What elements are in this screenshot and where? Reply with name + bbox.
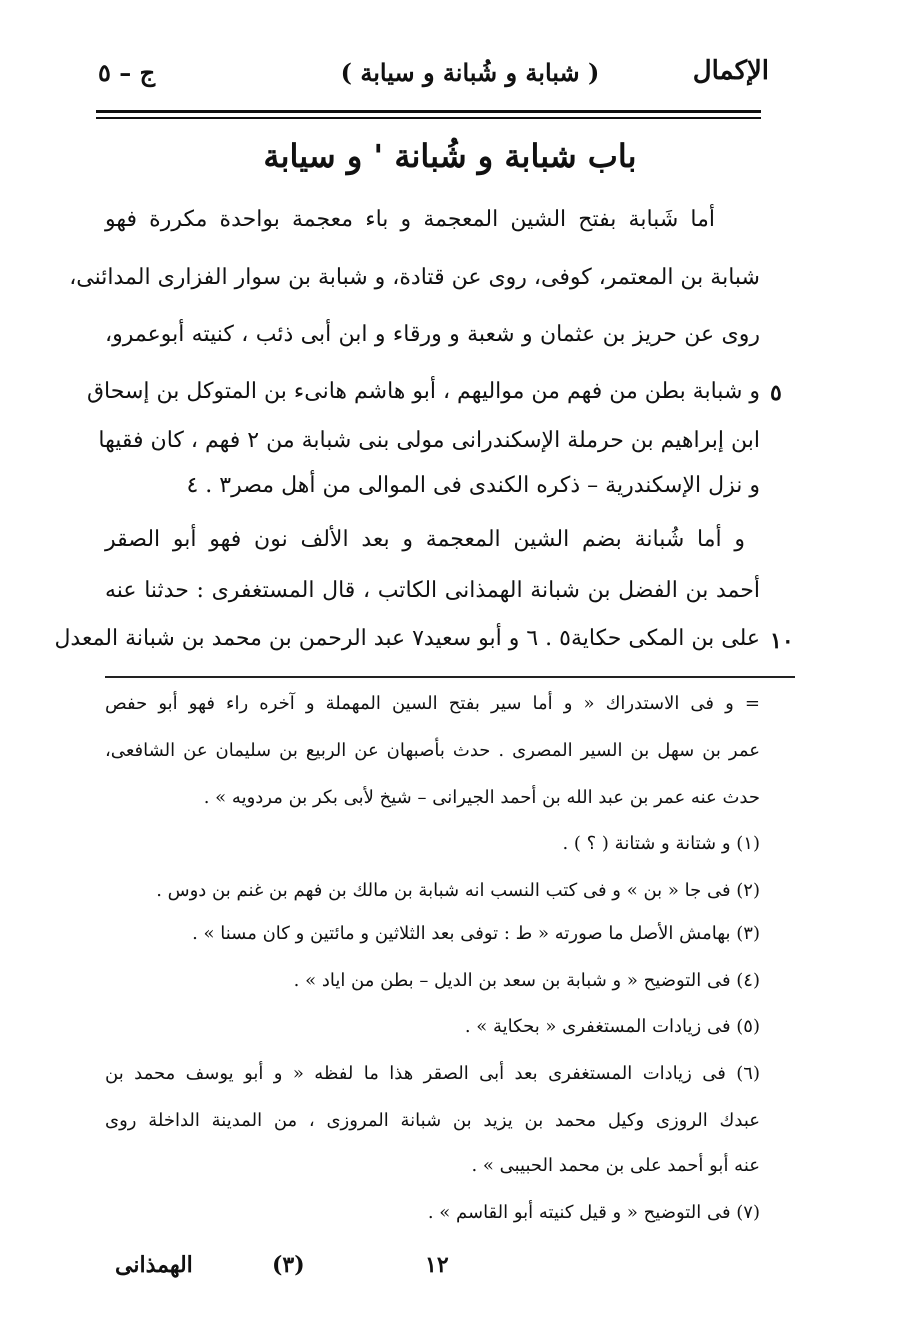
body-line: أحمد بن الفضل بن شبانة الهمذانى الكاتب ، قال المستغفرى : حدثنا عنه bbox=[105, 578, 760, 603]
body-line: و أما شُبانة بضم الشين المعجمة و بعد الألف نون فهو أبو الصقر bbox=[105, 527, 745, 552]
footnote-line: (٧) فى التوضيح « و قيل كنيته أبو القاسم » . bbox=[427, 1202, 760, 1223]
page-number: ١٢ bbox=[425, 1252, 449, 1278]
body-line: و نزل الإسكندرية – ذكره الكندى فى الموالى من أهل مصر٣ . ٤ bbox=[186, 473, 760, 498]
volume-label: ج – ٥ bbox=[98, 58, 156, 87]
footer-printer: الهمذانى bbox=[115, 1252, 193, 1278]
body-line: روى عن حريز بن عثمان و شعبة و ورقاء و ابن أبى ذئب ، كنيته أبوعمرو، bbox=[105, 322, 760, 347]
footnote-separator bbox=[105, 676, 795, 678]
footnote-line: (٦) فى زيادات المستغفرى بعد أبى الصقر هذا ما لفظه « و أبو يوسف محمد بن bbox=[105, 1063, 760, 1084]
footnote-line: (١) و شتانة و شتانة ( ؟ ) . bbox=[562, 833, 760, 854]
footnote-line: عنه أبو أحمد على بن محمد الحبيبى » . bbox=[471, 1155, 760, 1176]
body-line: شبابة بن المعتمر، كوفى، روى عن قتادة، و شبابة بن سوار الفزارى المدائنى، bbox=[69, 265, 760, 290]
body-line: ابن إبراهيم بن حرملة الإسكندرانى مولى بنى شبابة من ٢ فهم ، كان فقيها bbox=[98, 428, 760, 453]
body-line: على بن المكى حكاية٥ . ٦ و أبو سعيد٧ عبد الرحمن بن محمد بن شبانة المعدل bbox=[54, 626, 760, 651]
header-rule-thick bbox=[96, 110, 761, 113]
footnote-line: عمر بن سهل بن السير المصرى . حدث بأصبهان عن الربيع بن سليمان عن الشافعى، bbox=[105, 740, 760, 761]
footnote-line: (٥) فى زيادات المستغفرى « بحكاية » . bbox=[464, 1016, 760, 1037]
body-line: أما شَبابة بفتح الشين المعجمة و باء معجمة بواحدة مكررة فهو bbox=[105, 207, 715, 232]
book-title: الإكمال bbox=[692, 56, 769, 86]
footnote-line: عبدك الروزى وكيل محمد بن يزيد بن شبانة المروزى ، من المدينة الداخلة روى bbox=[105, 1110, 760, 1131]
footnote-line: (٤) فى التوضيح « و شبابة بن سعد بن الديل – بطن من اياد » . bbox=[293, 970, 760, 991]
chapter-title: باب شبابة و شُبانة ' و سيابة bbox=[263, 137, 637, 175]
line-number: ١٠ bbox=[770, 628, 794, 654]
footer-signature: (٣) bbox=[272, 1252, 305, 1278]
footnote-line: حدث عنه عمر بن عبد الله بن أحمد الجيرانى – شيخ لأبى بكر بن مردويه » . bbox=[203, 787, 760, 808]
footnote-line: (٢) فى جا « بن » و فى كتب النسب انه شبابة بن مالك بن فهم بن غنم بن دوس . bbox=[156, 880, 760, 901]
line-number: ٥ bbox=[770, 380, 782, 406]
header-rule-thin bbox=[96, 117, 761, 119]
section-heading: ( شبابة و شُبانة و سيابة ) bbox=[340, 58, 600, 87]
footnote-line: = و فى الاستدراك « و أما سير بفتح السين المهملة و آخره راء فهو أبو حفص bbox=[105, 693, 760, 714]
body-line: و شبابة بطن من فهم من مواليهم ، أبو هاشم هانىء بن المتوكل بن إسحاق bbox=[86, 379, 760, 404]
footnote-line: (٣) بهامش الأصل ما صورته « ط : توفى بعد الثلاثين و مائتين و كان مسنا » . bbox=[192, 923, 760, 944]
